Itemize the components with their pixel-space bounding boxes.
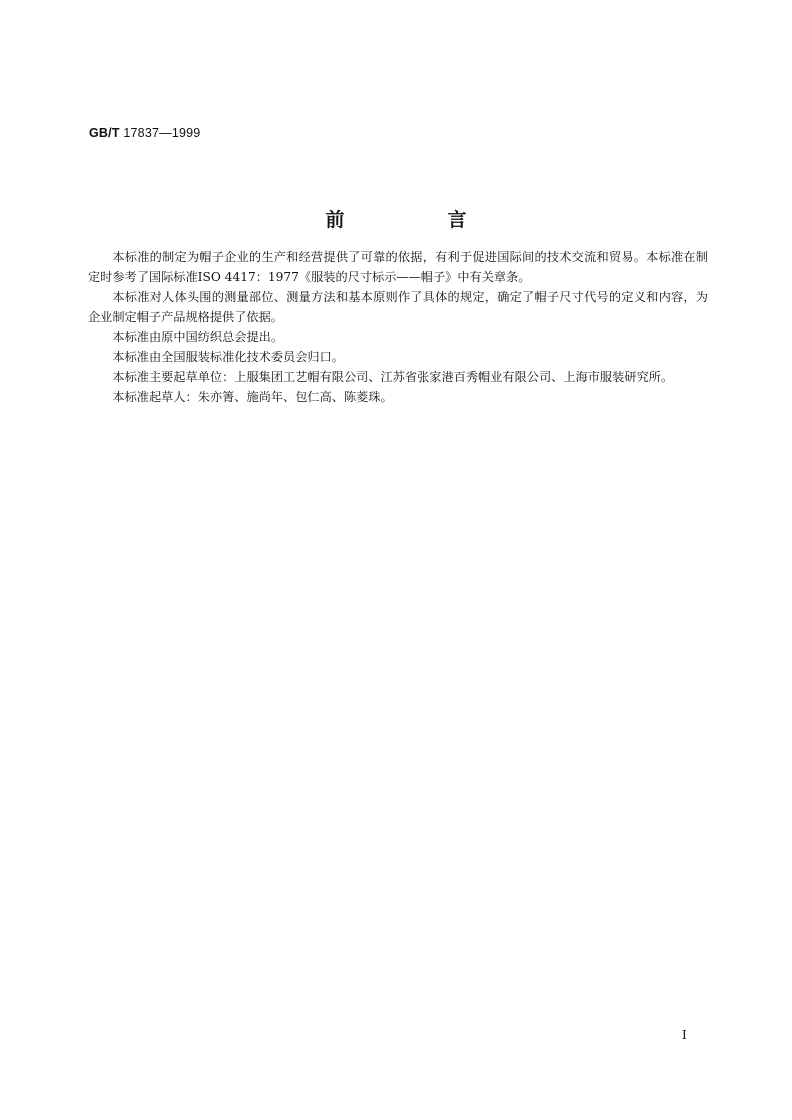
paragraph: 本标准由全国服装标准化技术委员会归口。: [112, 350, 344, 364]
standard-number: 17837—1999: [123, 126, 201, 140]
paragraph: 本标准的制定为帽子企业的生产和经营提供了可靠的依据，有利于促进国际间的技术交流和贸易。本标准在制定时参考了国际标准ISO 4417：1977《服装的尺寸标示——帽子》中有关章条。: [88, 250, 708, 284]
foreword-body: [88, 247, 708, 407]
page-title: 前 言: [325, 209, 509, 231]
paragraph: 本标准主要起草单位：上服集团工艺帽有限公司、江苏省张家港百秀帽业有限公司、上海市服装研究所。: [112, 370, 674, 384]
paragraph: 本标准对人体头围的测量部位、测量方法和基本原则作了具体的规定，确定了帽子尺寸代号的定义和内容，为企业制定帽子产品规格提供了依据。: [88, 290, 708, 324]
page-number: I: [682, 1028, 687, 1042]
standard-code: GB/T: [89, 126, 120, 140]
standard-number-header: [89, 126, 200, 140]
paragraph: 本标准起草人：朱亦箐、施尚年、包仁高、陈菱珠。: [112, 390, 393, 404]
paragraph: 本标准由原中国纺织总会提出。: [112, 330, 284, 344]
